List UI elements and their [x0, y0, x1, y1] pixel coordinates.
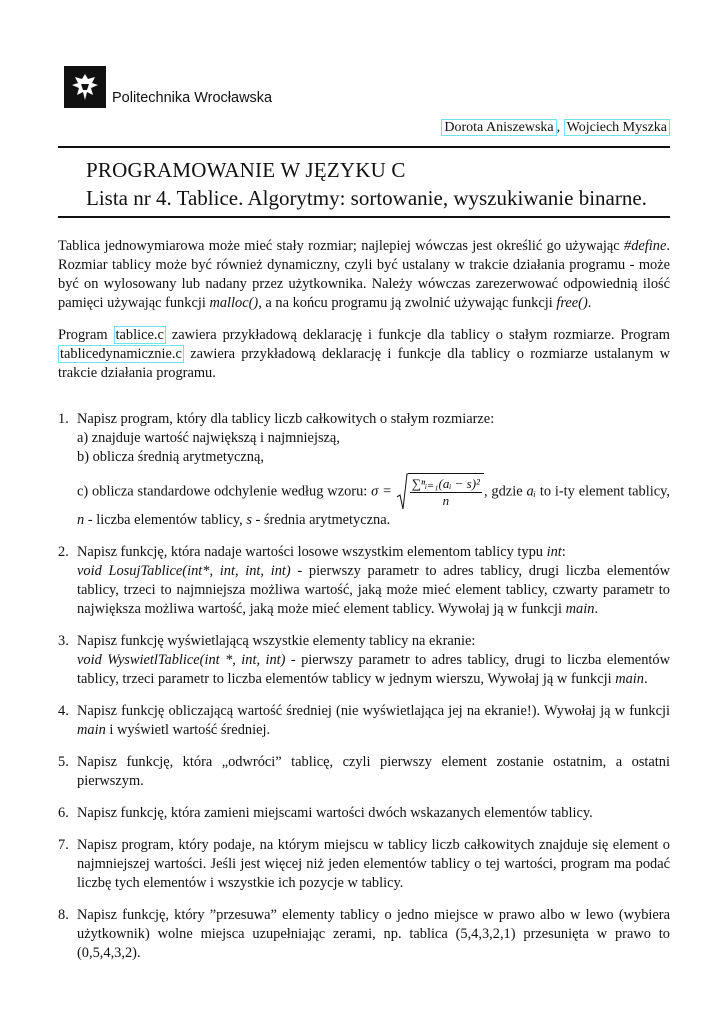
function-signature: void WyswietlTablice(int *, int, int)	[77, 652, 286, 668]
task-item-4	[58, 702, 670, 740]
std-dev-formula	[396, 473, 484, 511]
tablice-c-link[interactable]: tablice.c	[115, 327, 164, 343]
task-list	[58, 410, 670, 963]
math-var: s	[246, 512, 252, 528]
math-var: aᵢ	[526, 483, 536, 500]
task-text: i wyświetl wartość średniej.	[109, 722, 271, 738]
task-item-3	[58, 632, 670, 689]
task-number: 1.	[58, 411, 69, 427]
task-number: 6.	[58, 805, 69, 821]
main-keyword: main	[615, 671, 644, 687]
malloc-keyword: malloc()	[209, 295, 259, 311]
function-signature: void LosujTablice(int*, int, int, int)	[77, 563, 291, 579]
task-text: Napisz program, który podaje, na którym miejscu w tablicy liczb całkowitych znajduje się element o najmniejszej wartości. Jeśli jest więcej niż jeden elementów tablicy o tej wartości, program ma podać liczbę tych elementów i wszystkie ich pozycje w tablicy.	[77, 837, 670, 891]
document-body	[58, 237, 670, 976]
task-text: to i-ty element tablicy,	[539, 483, 670, 500]
task-text: :	[561, 544, 566, 560]
header-rule-top	[58, 146, 670, 148]
task-text: c) oblicza standardowe odchylenie według wzoru:	[77, 483, 368, 500]
eagle-emblem-icon	[64, 66, 106, 108]
intro-paragraph-1	[58, 237, 670, 313]
tablicedynamicznie-c-link[interactable]: tablicedynamicznie.c	[60, 346, 182, 362]
author-link-aniszewska[interactable]: Dorota Aniszewska	[441, 119, 556, 136]
task-text: Napisz funkcję, która „odwróci” tablicę, czyli pierwszy element zostanie ostatnim, a ostatni pierwszym.	[77, 754, 670, 789]
task-item-1	[58, 410, 670, 530]
author-separator: ,	[556, 120, 561, 135]
task-item-2	[58, 543, 670, 619]
university-logo	[64, 66, 272, 108]
task-text: - pierwszy parametr to adres tablicy, drugi to liczba elementów tablicy, trzeci parametr to liczba elementów tablicy w jednym wierszu, Wywołaj ją w funkcji	[77, 652, 670, 687]
task-text: Napisz funkcję, który ”przesuwa” elementy tablicy o jedno miejsce w prawo albo w lewo (wybiera użytkownik) wolne miejsca uzupełniając zerami, np. tablica (5,4,3,2,1) przesunięta w prawo to (0,5,4,3,2).	[77, 907, 670, 961]
formula-fraction	[410, 476, 482, 509]
task-number: 3.	[58, 633, 69, 649]
free-keyword: free()	[556, 295, 588, 311]
intro-paragraph-2	[58, 326, 670, 383]
authors	[441, 120, 670, 136]
formula-denominator: n	[442, 493, 450, 508]
intro-text: . Rozmiar tablicy może być również dynamiczny, czyli być ustalany w trakcie działania programu - może być on wylosowany lub nadany przez użytkownika. Należy wówczas zarezerwować odpowiednią ilość pamięci używając funkcji	[58, 238, 670, 311]
main-keyword: main	[565, 601, 595, 617]
task-text: Napisz funkcję wyświetlającą wszystkie elementy tablicy na ekranie:	[77, 633, 476, 649]
intro-text: zawiera przykładową deklarację i funkcje dla tablicy o rozmiarze ustalanym w trakcie działania programu.	[58, 346, 670, 381]
math-var: n	[77, 512, 85, 528]
task-number: 7.	[58, 837, 69, 853]
task-text: b) oblicza średnią arytmetyczną,	[77, 449, 264, 465]
main-keyword: main	[77, 722, 106, 738]
intro-text: .	[587, 295, 592, 311]
author-link-myszka[interactable]: Wojciech Myszka	[564, 119, 670, 136]
header-rule-bottom	[58, 216, 670, 218]
sigma-symbol: σ =	[371, 483, 392, 500]
task-item-5	[58, 753, 670, 791]
intro-text: Program	[58, 327, 108, 343]
task-item-7	[58, 836, 670, 893]
intro-text: , a na końcu programu ją zwolnić używając funkcji	[258, 295, 553, 311]
task-text: .	[594, 601, 599, 617]
task-text: - pierwszy parametr to adres tablicy, drugi liczba elementów tablicy, trzeci to najmniejsza możliwa wartość, jaką może mieć element tablicy, czwarty parametr to największa możliwa wartość, jaką może mieć element tablicy. Wywołaj ją w funkcji	[77, 563, 670, 617]
task-text: - średnia arytmetyczna.	[255, 512, 391, 528]
task-text: Napisz funkcję obliczającą wartość średniej (nie wyświetlająca jej na ekranie!). Wywołaj ją w funkcji	[77, 703, 670, 719]
task-number: 4.	[58, 703, 69, 719]
std-dev-line	[77, 473, 670, 530]
intro-text: zawiera przykładową deklarację i funkcje dla tablicy o stałym rozmiarze. Program	[171, 327, 670, 343]
task-text: Napisz program, który dla tablicy liczb całkowitych o stałym rozmiarze:	[77, 411, 495, 427]
task-number: 2.	[58, 544, 69, 560]
task-text: .	[644, 671, 648, 687]
institution-name: Politechnika Wrocławska	[112, 90, 273, 106]
task-text: , gdzie	[483, 483, 523, 500]
task-item-6	[58, 804, 670, 823]
task-text: a) znajduje wartość największą i najmniejszą,	[77, 430, 340, 446]
task-number: 8.	[58, 907, 69, 923]
formula-numerator: ∑ⁿᵢ₌₁(aᵢ − s)²	[411, 476, 480, 491]
list-title: Lista nr 4. Tablice. Algorytmy: sortowanie, wyszukiwanie binarne.	[86, 186, 647, 210]
task-text: - liczba elementów tablicy,	[87, 512, 243, 528]
intro-text: Tablica jednowymiarowa może mieć stały rozmiar; najlepiej wówczas jest określić go używając	[58, 238, 620, 254]
define-keyword: #define	[624, 238, 667, 254]
course-title: PROGRAMOWANIE W JĘZYKU C	[86, 158, 406, 182]
radicand	[408, 473, 484, 511]
task-text: Napisz funkcję, która nadaje wartości losowe wszystkim elementom tablicy typu	[77, 544, 543, 560]
task-item-8	[58, 906, 670, 963]
task-number: 5.	[58, 754, 69, 770]
square-root	[396, 473, 484, 511]
type-keyword: int	[546, 544, 562, 560]
task-text: Napisz funkcję, która zamieni miejscami wartości dwóch wskazanych elementów tablicy.	[77, 805, 593, 821]
